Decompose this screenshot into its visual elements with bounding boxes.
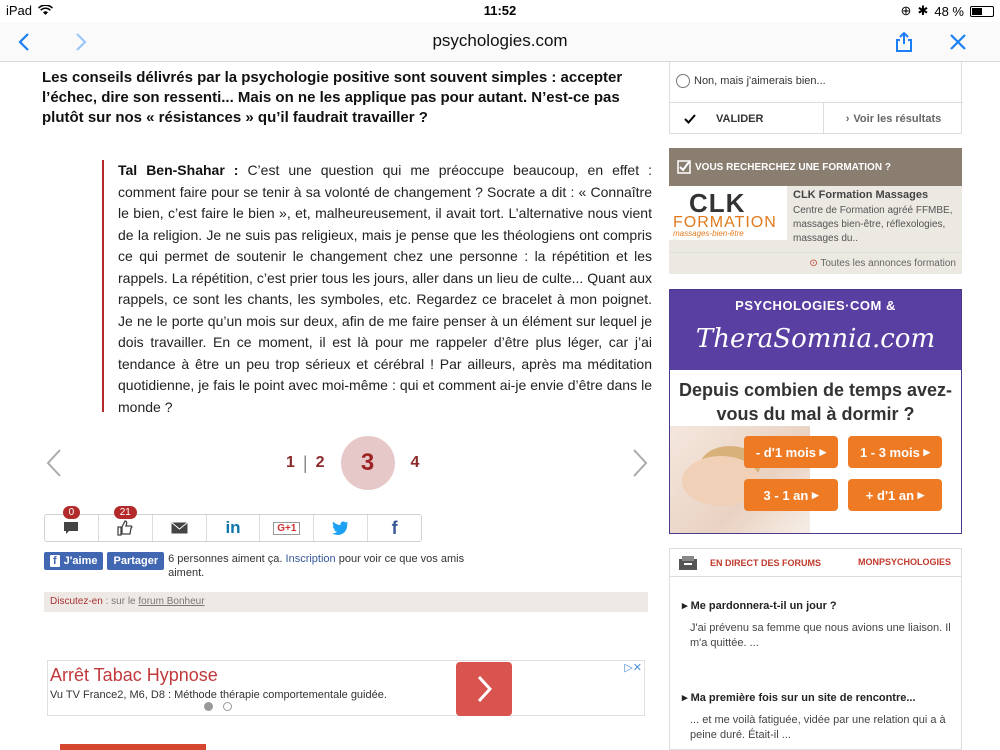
all-formations-link[interactable] [669,252,962,274]
carousel-dot[interactable] [204,702,213,711]
page-separator: | [302,452,308,473]
twitter-share-button[interactable] [314,515,368,541]
battery-icon [970,6,994,17]
twitter-icon [332,521,349,535]
facebook-icon: f [391,517,398,538]
therasomnia-ad[interactable] [669,289,962,534]
formation-widget [669,148,962,274]
fb-signup-link[interactable]: Inscription [285,553,336,565]
facebook-like-row [44,552,504,580]
comments-button[interactable] [45,507,99,541]
discuss-bar [44,592,648,612]
article-lead: Les conseils délivrés par la psychologie positive sont souvent simples : accepter l’échec, dire son ressenti... Mais on ne les applique pas pour autant. N’est-ce pas plutôt sur nos « résistances » qu’il faudrait travailler ? [42,69,623,126]
monpsychologies-logo: MONPSYCHOLOGIES [857,557,951,567]
close-button[interactable] [944,28,972,56]
results-label: Voir les résultats [853,112,942,125]
forum-item[interactable] [682,599,952,651]
facebook-share-button[interactable] [368,515,421,541]
inbox-icon [678,555,698,571]
chevron-right-icon [630,448,650,478]
pagination [40,438,655,488]
forum-item-title[interactable]: ▸ Ma première fois sur un site de rencontre... [682,692,916,704]
email-share-button[interactable] [153,515,207,541]
linkedin-icon: in [225,518,241,537]
chevron-right-icon: › [845,112,850,125]
status-bar [0,0,1000,22]
logo-clk-text: CLK [689,188,746,218]
validate-label: VALIDER [716,112,764,125]
formation-header-label: VOUS RECHERCHEZ UNE FORMATION ? [695,161,891,173]
ad-banner[interactable] [47,660,645,716]
chevron-left-icon [44,448,64,478]
forum-item[interactable] [682,691,952,743]
bottom-red-button[interactable] [60,744,206,750]
quote-text: C’est une question qui me préoccupe beaucoup, en effet : comment faire pour se tenir à sa volonté de changement ? Socrate a dit : « Connaître le bien, c’est faire le bien », et, malheureusement, il avait tort. L’alternative nous vient de la religion. Je ne suis pas religieux, mais je pense que les théologiens ont compris ce qui permet de soutenir le changement chez une personne : la répétition et les rappels. La répétition, c’est prier tous les jours, aller dans un lieu de culte... Quant aux rappels, ce sont les chants, les symboles, etc. Regardez ce bracelet à mon poignet. Je ne le porte qu’un mois sur deux, afin de me faire penser à un élément sur lequel je dois travailler. En ce moment, il est là pour me rappeler d’être plus léger, car j’ai tendance à être un peu trop sérieux et cérébral ! Par ailleurs, après ma méditation quotidienne, je fais le point avec moi-même : qui et comment ai-je envie d’être dans le monde ? [118,162,653,415]
ad-description: Vu TV France2, M6, D8 : Méthode thérapie comportementale guidée. [50,689,387,701]
chevron-right-icon [474,674,494,704]
option-label: - d'1 mois [755,444,817,460]
option-label: + d'1 an [865,487,915,503]
like-button[interactable] [99,507,153,541]
option-less-1-month[interactable]: - d'1 mois ▸ [744,436,838,468]
forum-link[interactable]: forum Bonheur [138,596,205,607]
comments-count-badge: 0 [63,506,81,519]
carousel-dots [204,702,232,711]
results-button[interactable] [824,103,963,134]
forum-item-title[interactable]: ▸ Me pardonnera-t-il un jour ? [682,600,837,612]
likes-count-badge: 21 [114,506,137,519]
page-1-link[interactable]: 1 [286,454,295,471]
clock: 11:52 [483,3,517,18]
thumbs-up-icon [117,520,133,536]
page-2-link[interactable]: 2 [315,454,325,471]
circle-arrow-icon: ⊙ [809,258,818,269]
prev-page-button[interactable] [44,438,64,489]
gplus-share-button[interactable] [260,515,314,541]
radio-icon[interactable] [676,74,690,88]
forum-item-snippet: ... et me voilà fatiguée, vidée par une relation qui a à peine duré. Était-il ... [690,714,946,741]
comment-icon [63,521,79,535]
option-more-1-year[interactable]: + d'1 an ▸ [848,479,942,511]
option-1-3-months[interactable]: 1 - 3 mois ▸ [848,436,942,468]
fb-share-button[interactable]: Partager [107,552,164,570]
poll-box [669,62,962,134]
fb-like-button[interactable] [44,552,103,570]
page-4-link[interactable]: 4 [410,454,420,471]
facebook-icon: f [50,555,60,567]
formation-name[interactable]: CLK Formation Massages [793,189,929,201]
thera-question: Depuis combien de temps avez-vous du mal à dormir ? [678,380,953,424]
lock-rotation-icon: ⊕ [900,3,912,18]
carousel-dot[interactable] [223,702,232,711]
forum-title-text: Me pardonnera-t-il un jour ? [690,600,837,612]
forum-title-text: Ma première fois sur un site de rencontre... [690,692,916,704]
page-3-current: 3 [341,436,395,490]
all-formations-label: Toutes les annonces formation [820,258,956,269]
battery-percent: 48 % [934,3,964,19]
fb-after-text: pour voir ce que vos amis aiment. [168,553,465,579]
close-icon [949,33,967,51]
next-page-button[interactable] [630,438,650,489]
article-quote [102,160,653,415]
gplus-icon: G+1 [273,522,300,535]
fb-count-text: 6 personnes aiment ça. [168,553,286,565]
logo-tagline: massages-bien-être [673,229,744,238]
fb-like-text [168,552,468,580]
linkedin-share-button[interactable] [207,515,261,541]
forums-header [670,549,961,577]
browser-nav-bar [0,22,1000,62]
thera-brand: PSYCHOLOGIES·COM & [735,298,896,313]
share-icon [894,31,914,53]
option-label: 3 - 1 an [763,487,809,503]
logo-formation-text: FORMATION [673,214,777,231]
formation-description: Centre de Formation agréé FFMBE, massages bien-être, réflexologies, massages du.. [793,205,953,244]
device-label: iPad [6,3,33,18]
ad-title[interactable]: Arrêt Tabac Hypnose [50,665,218,685]
forums-header-label: EN DIRECT DES FORUMS [710,557,822,568]
fb-like-label: J'aime [63,555,98,567]
bluetooth-icon: ✱ [917,3,929,18]
validate-button[interactable] [670,103,824,134]
ad-go-button[interactable] [456,662,512,716]
forums-widget [669,548,962,750]
poll-option[interactable] [676,74,826,88]
ad-close-icon[interactable]: ▷✕ [624,662,642,674]
checkmark-icon [684,114,696,124]
discuss-middle: : sur le [102,596,139,607]
url-field[interactable]: psychologies.com [432,31,568,50]
share-bar [44,507,422,542]
option-3-1-year[interactable]: 3 - 1 an ▸ [744,479,838,511]
speaker-name: Tal Ben-Shahar : [118,162,239,178]
formation-header [669,148,962,186]
clk-logo[interactable] [669,186,787,240]
thera-name: TheraSomnia.com [695,324,936,354]
poll-option-label: Non, mais j'aimerais bien... [694,75,826,87]
envelope-icon [171,522,188,534]
option-label: 1 - 3 mois [859,444,920,460]
checkbox-icon [677,160,691,174]
discuss-label: Discutez-en [50,596,103,607]
forum-item-snippet: J'ai prévenu sa femme que nous avions une liaison. Il m'a quittée. ... [690,622,951,649]
share-button[interactable] [890,28,918,56]
